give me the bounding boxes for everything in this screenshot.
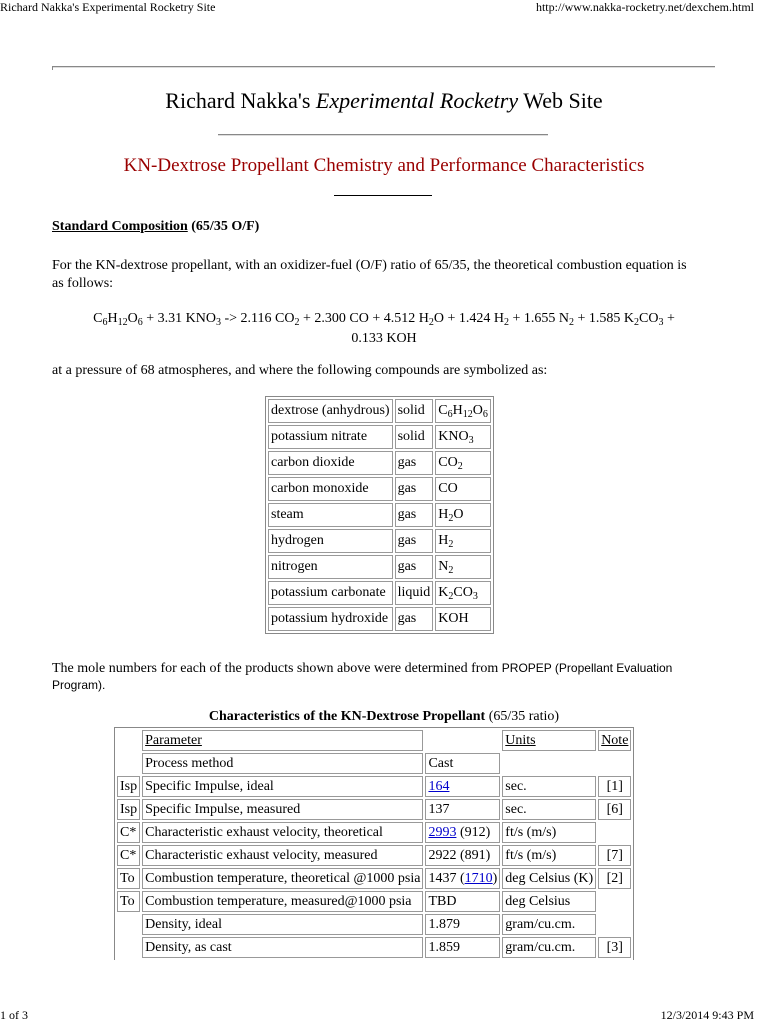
compound-state: gas <box>395 607 434 631</box>
perf-units: gram/cu.cm. <box>502 937 596 958</box>
perf-symbol: To <box>117 891 140 912</box>
compound-name: hydrogen <box>268 529 393 553</box>
perf-row <box>117 753 631 774</box>
perf-parameter: Specific Impulse, measured <box>142 799 423 820</box>
print-header-url: http://www.nakka-rocketry.net/dexchem.html <box>535 0 754 14</box>
perf-value <box>425 845 500 866</box>
perf-symbol: To <box>117 868 140 889</box>
perf-parameter: Characteristic exhaust velocity, theoretical <box>142 822 423 843</box>
perf-note: [2] <box>598 868 631 889</box>
perf-units: sec. <box>502 799 596 820</box>
section-heading-title: Standard Composition <box>52 219 188 234</box>
perf-row <box>117 776 631 797</box>
print-header-title: Richard Nakka's Experimental Rocketry Site <box>0 0 216 14</box>
site-title-italic: Experimental Rocketry <box>315 88 519 113</box>
perf-parameter: Density, ideal <box>142 914 423 935</box>
compound-formula: $H_2O$ <box>435 503 491 527</box>
compound-formula: $N_2$ <box>435 555 491 579</box>
perf-value <box>425 937 500 958</box>
perf-units <box>502 753 596 774</box>
page-subtitle: KN-Dextrose Propellant Chemistry and Performance Characteristics <box>123 155 645 176</box>
compound-state: solid <box>395 425 434 449</box>
perf-value-link[interactable]: 1710 <box>464 870 493 886</box>
perf-parameter: Combustion temperature, theoretical @1000 psia <box>142 868 423 889</box>
perf-parameter: Combustion temperature, measured@1000 psia <box>142 891 423 912</box>
print-footer-timestamp: 12/3/2014 9:43 PM <box>660 1008 754 1022</box>
compound-state: gas <box>395 529 434 553</box>
subtitle-divider <box>334 195 432 196</box>
title-divider <box>218 134 548 136</box>
compound-state: gas <box>395 503 434 527</box>
perf-parameter: Density, as cast <box>142 937 423 958</box>
compound-formula: KOH <box>435 607 491 631</box>
section-heading <box>52 219 259 235</box>
perf-value-text: Cast <box>428 755 454 771</box>
perf-caption-title: Characteristics of the KN-Dextrose Propellant <box>208 709 486 724</box>
perf-header-sym <box>117 730 140 751</box>
perf-header-row <box>117 730 631 751</box>
perf-value <box>425 891 500 912</box>
compound-name: carbon monoxide <box>268 477 393 501</box>
propep-program: PROPEP (Propellant Evaluation Program). <box>52 661 673 692</box>
compound-formula: $H_2$ <box>435 529 491 553</box>
combustion-equation: $C_6H_{12}O_6 + 3.31$ $KNO_3 -> 2.116$ $CO_2 + 2.300$ CO + 4.512 $H_2O + 1.424$ $H_2 + 1.655$ $N_2 + 1.585$ $K_2CO_3$ + 0.133 KOH <box>93 311 675 346</box>
perf-header-value <box>425 730 500 751</box>
perf-note: [1] <box>598 776 631 797</box>
perf-table <box>114 727 634 960</box>
top-divider-cap <box>52 66 53 70</box>
compound-formula: $K_2CO_3$ <box>435 581 491 605</box>
perf-units: gram/cu.cm. <box>502 914 596 935</box>
perf-note: [7] <box>598 845 631 866</box>
perf-units: sec. <box>502 776 596 797</box>
perf-units: ft/s (m/s) <box>502 822 596 843</box>
perf-units: ft/s (m/s) <box>502 845 596 866</box>
propep-text: The mole numbers for each of the products shown above were determined from <box>52 661 502 676</box>
compound-name: potassium carbonate <box>268 581 393 605</box>
perf-note <box>598 891 631 912</box>
perf-row <box>117 845 631 866</box>
perf-value-text: TBD <box>428 893 457 909</box>
perf-symbol: Isp <box>117 776 140 797</box>
perf-row <box>117 868 631 889</box>
compound-name: potassium hydroxide <box>268 607 393 631</box>
perf-value-text: 1.879 <box>428 916 460 932</box>
compound-state: solid <box>395 399 434 423</box>
compound-state: gas <box>395 451 434 475</box>
perf-row <box>117 799 631 820</box>
site-title-suffix: Web Site <box>518 88 603 113</box>
perf-header-note: Note <box>598 730 631 751</box>
perf-row <box>117 937 631 958</box>
perf-symbol <box>117 753 140 774</box>
section-heading-note: (65/35 O/F) <box>187 219 260 234</box>
compound-name: nitrogen <box>268 555 393 579</box>
compound-formula: CO <box>435 477 491 501</box>
compound-formula: $C_6H_{12}O_6$ <box>435 399 491 423</box>
perf-caption-note: (65/35 ratio) <box>485 709 560 724</box>
compound-row <box>268 451 491 475</box>
perf-symbol <box>117 914 140 935</box>
perf-units: deg Celsius (K) <box>502 868 596 889</box>
compound-row <box>268 555 491 579</box>
perf-value <box>425 822 500 843</box>
perf-note: [3] <box>598 937 631 958</box>
perf-header-parameter: Parameter <box>142 730 423 751</box>
perf-value <box>425 914 500 935</box>
compound-name: potassium nitrate <box>268 425 393 449</box>
compound-row <box>268 503 491 527</box>
compounds-table <box>265 396 494 634</box>
compound-row <box>268 425 491 449</box>
compound-formula: $CO_2$ <box>435 451 491 475</box>
perf-value-suffix: (912) <box>456 824 491 840</box>
perf-value-suffix: ) <box>492 870 498 886</box>
perf-value <box>425 776 500 797</box>
perf-value <box>425 753 500 774</box>
perf-units: deg Celsius <box>502 891 596 912</box>
perf-row <box>117 891 631 912</box>
print-footer-page: 1 of 3 <box>0 1008 28 1022</box>
perf-value <box>425 868 500 889</box>
compound-name: carbon dioxide <box>268 451 393 475</box>
perf-symbol: C* <box>117 822 140 843</box>
compound-row <box>268 399 491 423</box>
compound-row <box>268 477 491 501</box>
compound-state: gas <box>395 555 434 579</box>
perf-note <box>598 753 631 774</box>
site-title-prefix: Richard Nakka's <box>165 88 316 113</box>
perf-note: [6] <box>598 799 631 820</box>
perf-value-link[interactable]: 2993 <box>428 824 457 840</box>
perf-value-link[interactable]: 164 <box>428 778 450 794</box>
top-divider <box>52 66 715 68</box>
perf-symbol: Isp <box>117 799 140 820</box>
perf-value-text: 1437 ( <box>428 870 465 886</box>
perf-note <box>598 822 631 843</box>
perf-value-text: 137 <box>428 801 450 817</box>
compound-row <box>268 581 491 605</box>
compound-row <box>268 529 491 553</box>
perf-parameter: Characteristic exhaust velocity, measured <box>142 845 423 866</box>
compound-state: liquid <box>395 581 434 605</box>
perf-parameter: Specific Impulse, ideal <box>142 776 423 797</box>
compound-formula: $KNO_3$ <box>435 425 491 449</box>
intro-paragraph: For the KN-dextrose propellant, with an oxidizer-fuel (O/F) ratio of 65/35, the theoretical combustion equation is as follows: <box>52 258 687 291</box>
perf-symbol: C* <box>117 845 140 866</box>
perf-value-text: 2922 (891) <box>428 847 491 863</box>
compound-row <box>268 607 491 631</box>
perf-row <box>117 914 631 935</box>
perf-header-units: Units <box>502 730 596 751</box>
perf-value-text: 1.859 <box>428 939 460 955</box>
perf-value <box>425 799 500 820</box>
perf-row <box>117 822 631 843</box>
compound-name: dextrose (anhydrous) <box>268 399 393 423</box>
propep-paragraph <box>52 660 712 694</box>
perf-table-caption <box>0 709 768 725</box>
compound-name: steam <box>268 503 393 527</box>
perf-parameter: Process method <box>142 753 423 774</box>
perf-note <box>598 914 631 935</box>
compound-state: gas <box>395 477 434 501</box>
perf-symbol <box>117 937 140 958</box>
symbols-intro: at a pressure of 68 atmospheres, and where the following compounds are symbolized as: <box>52 363 548 378</box>
site-title <box>0 88 768 114</box>
